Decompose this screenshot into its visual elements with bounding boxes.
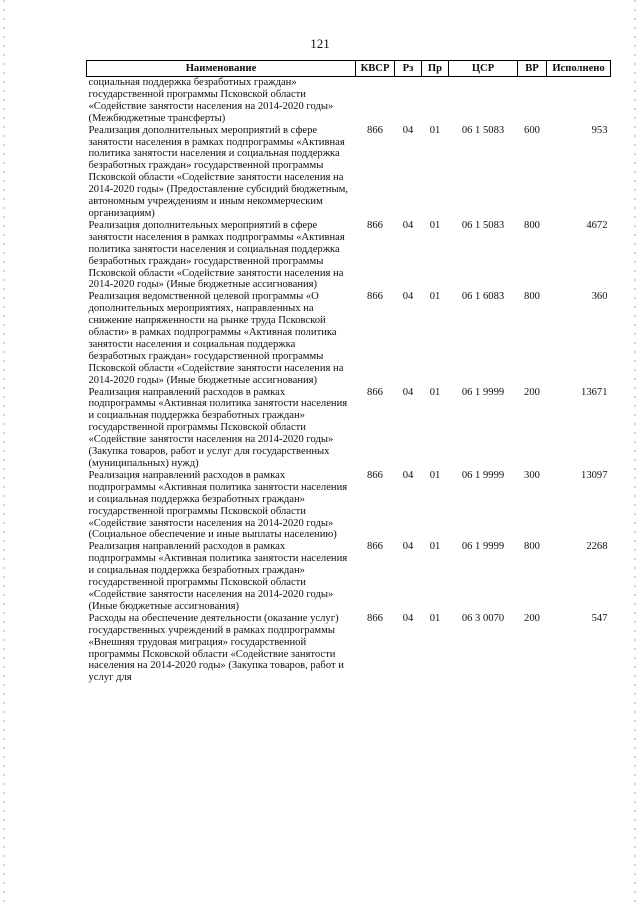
header-name: Наименование <box>87 61 356 77</box>
cell-executed: 13671 <box>581 386 608 398</box>
cell-name: Реализация дополнительных мероприятий в сфере занятости населения в рамках подпрограммы «Активная политика занятости населения и социальная поддержка безработных граждан» государственной программы Псковской области «Содействие занятости населения на 2014-2020 годы» (Иные бюджетные ассигнования) <box>88 219 345 291</box>
cell-rz: 04 <box>402 386 414 398</box>
cell-executed: 2268 <box>586 541 608 553</box>
cell-rz: 04 <box>402 541 414 553</box>
cell-vr: 800 <box>524 219 540 231</box>
cell-csr: 06 1 9999 <box>461 386 505 398</box>
cell-executed: 953 <box>591 124 608 136</box>
cell-name: Реализация дополнительных мероприятий в сфере занятости населения в рамках подпрограммы «Активная политика занятости населения и социальная поддержка безработных граждан» государственной программы Псковской области «Содействие занятости населения на 2014-2020 годы» (Предоставление субсидий бюджетным, автономным учреждениям и иным некоммерческим организациям) <box>88 124 348 219</box>
cell-pr: 01 <box>429 541 441 553</box>
cell-kvsr: 866 <box>367 124 383 136</box>
cell-kvsr: 866 <box>367 219 383 231</box>
table-row <box>87 387 611 470</box>
cell-executed: 4672 <box>586 219 608 231</box>
cell-pr: 01 <box>429 612 441 624</box>
header-pr: Пр <box>422 61 449 77</box>
cell-pr: 01 <box>429 291 441 303</box>
cell-vr: 600 <box>524 124 540 136</box>
table-row <box>87 470 611 541</box>
cell-kvsr: 866 <box>367 469 383 481</box>
cell-executed: 360 <box>591 291 608 303</box>
table-row <box>87 613 611 684</box>
cell-executed: 13097 <box>581 469 608 481</box>
cell-csr: 06 1 9999 <box>461 541 505 553</box>
cell-csr: 06 1 5083 <box>461 124 505 136</box>
cell-vr: 300 <box>524 469 540 481</box>
header-kvsr: КВСР <box>356 61 395 77</box>
header-vr: ВР <box>518 61 547 77</box>
header-executed: Исполнено <box>547 61 611 77</box>
scan-edge-right <box>634 0 636 905</box>
cell-vr: 200 <box>524 612 540 624</box>
table-row <box>87 220 611 291</box>
header-csr: ЦСР <box>449 61 518 77</box>
cell-pr <box>422 77 449 125</box>
page-number: 121 <box>310 36 330 51</box>
table-header <box>87 61 611 77</box>
cell-rz: 04 <box>402 469 414 481</box>
cell-name: социальная поддержка безработных граждан» государственной программы Псковской области «Содействие занятости населения на 2014-2020 годы» (Межбюджетные трансферты) <box>88 77 334 124</box>
cell-kvsr: 866 <box>367 541 383 553</box>
cell-rz <box>395 77 422 125</box>
cell-csr: 06 1 9999 <box>461 469 505 481</box>
cell-executed: 547 <box>591 612 608 624</box>
cell-name: Реализация направлений расходов в рамках подпрограммы «Активная политика занятости населения и социальная поддержка безработных граждан» государственной программы Псковской области «Содействие занятости населения на 2014-2020 годы» (Закупка товаров, работ и услуг для государственных (муниципальных) нужд) <box>88 386 348 469</box>
cell-pr: 01 <box>429 124 441 136</box>
cell-kvsr: 866 <box>367 386 383 398</box>
cell-csr: 06 1 6083 <box>461 291 505 303</box>
cell-kvsr: 866 <box>367 612 383 624</box>
cell-vr: 200 <box>524 386 540 398</box>
table-row <box>87 291 611 386</box>
cell-kvsr: 866 <box>367 291 383 303</box>
cell-pr: 01 <box>429 469 441 481</box>
cell-name: Расходы на обеспечение деятельности (оказание услуг) государственных учреждений в рамках подпрограммы «Внешняя трудовая миграция» государственной программы Псковской области «Содействие занятости населения на 2014-2020 годы» (Закупка товаров, работ и услуг для <box>88 612 344 684</box>
cell-pr: 01 <box>429 219 441 231</box>
cell-vr: 800 <box>524 291 540 303</box>
cell-pr: 01 <box>429 386 441 398</box>
cell-kvsr <box>356 77 395 125</box>
cell-vr <box>518 77 547 125</box>
cell-rz: 04 <box>402 291 414 303</box>
table-row <box>87 125 611 220</box>
cell-csr <box>449 77 518 125</box>
cell-executed <box>547 77 611 125</box>
cell-csr: 06 3 0070 <box>461 612 505 624</box>
cell-rz: 04 <box>402 219 414 231</box>
budget-table <box>86 60 611 684</box>
cell-name: Реализация направлений расходов в рамках подпрограммы «Активная политика занятости населения и социальная поддержка безработных граждан» государственной программы Псковской области «Содействие занятости населения на 2014-2020 годы» (Социальное обеспечение и иные выплаты населению) <box>88 469 348 541</box>
cell-name: Реализация ведомственной целевой программы «О дополнительных мероприятиях, направленных на снижение напряженности на рынке труда Псковской области» в рамках подпрограммы «Активная политика занятости населения и социальная поддержка безработных граждан» государственной программы Псковской области «Содействие занятости населения на 2014-2020 годы» (Иные бюджетные ассигнования) <box>88 291 344 386</box>
table-row <box>87 77 611 125</box>
cell-rz: 04 <box>402 612 414 624</box>
table-body <box>87 77 611 685</box>
header-rz: Рз <box>395 61 422 77</box>
cell-name: Реализация направлений расходов в рамках подпрограммы «Активная политика занятости населения и социальная поддержка безработных граждан» государственной программы Псковской области «Содействие занятости населения на 2014-2020 годы» (Иные бюджетные ассигнования) <box>88 541 348 612</box>
cell-rz: 04 <box>402 124 414 136</box>
cell-vr: 800 <box>524 541 540 553</box>
cell-csr: 06 1 5083 <box>461 219 505 231</box>
table-row <box>87 541 611 612</box>
scan-edge-left <box>3 0 5 905</box>
